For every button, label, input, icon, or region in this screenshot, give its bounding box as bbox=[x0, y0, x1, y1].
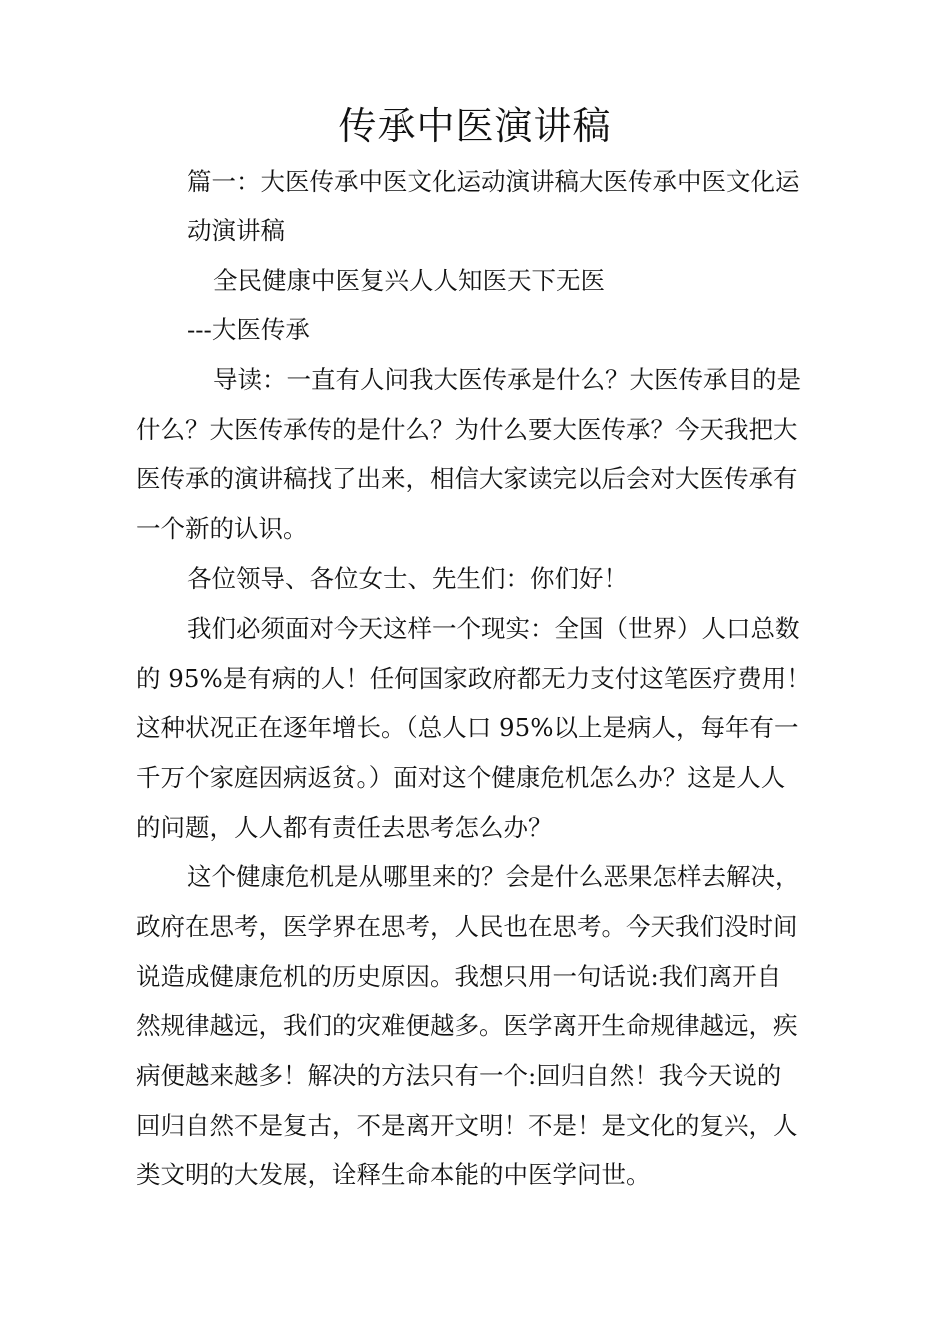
paragraph-line: 全民健康中医复兴人人知医天下无医 bbox=[213, 266, 605, 295]
paragraph-line: 一个新的认识。 bbox=[136, 514, 308, 543]
paragraph-line: 病便越来越多！解决的方法只有一个:回归自然！我今天说的 bbox=[136, 1061, 782, 1090]
paragraph-line: 医传承的演讲稿找了出来，相信大家读完以后会对大医传承有 bbox=[136, 464, 798, 493]
paragraph-line: ---大医传承 bbox=[187, 315, 310, 344]
paragraph-line: 回归自然不是复古，不是离开文明！不是！是文化的复兴，人 bbox=[136, 1111, 798, 1140]
paragraph-line: 这个健康危机是从哪里来的？会是什么恶果怎样去解决， bbox=[187, 862, 800, 891]
paragraph-line: 我们必须面对今天这样一个现实：全国（世界）人口总数 bbox=[187, 614, 800, 643]
paragraph-line: 政府在思考，医学界在思考，人民也在思考。今天我们没时间 bbox=[136, 912, 798, 941]
paragraph-line: 然规律越远，我们的灾难便越多。医学离开生命规律越远，疾 bbox=[136, 1011, 798, 1040]
paragraph-line: 各位领导、各位女士、先生们：你们好！ bbox=[187, 564, 628, 593]
paragraph-line: 千万个家庭因病返贫。）面对这个健康危机怎么办？这是人人 bbox=[136, 763, 786, 792]
paragraph-line: 的 95%是有病的人！任何国家政府都无力支付这笔医疗费用！ bbox=[136, 664, 811, 693]
paragraph-line: 说造成健康危机的历史原因。我想只用一句话说:我们离开自 bbox=[136, 962, 782, 991]
document-title: 传承中医演讲稿 bbox=[338, 104, 612, 148]
paragraph-line: 动演讲稿 bbox=[187, 216, 285, 245]
paragraph-line: 什么？大医传承传的是什么？为什么要大医传承？今天我把大 bbox=[136, 415, 798, 444]
paragraph-line: 导读：一直有人问我大医传承是什么？大医传承目的是 bbox=[213, 365, 801, 394]
paragraph-line: 这种状况正在逐年增长。（总人口 95%以上是病人，每年有一 bbox=[136, 713, 799, 742]
paragraph-line: 类文明的大发展，诠释生命本能的中医学问世。 bbox=[136, 1160, 651, 1189]
paragraph-line: 的问题，人人都有责任去思考怎么办？ bbox=[136, 813, 553, 842]
paragraph-line: 篇一：大医传承中医文化运动演讲稿大医传承中医文化运 bbox=[187, 167, 800, 196]
